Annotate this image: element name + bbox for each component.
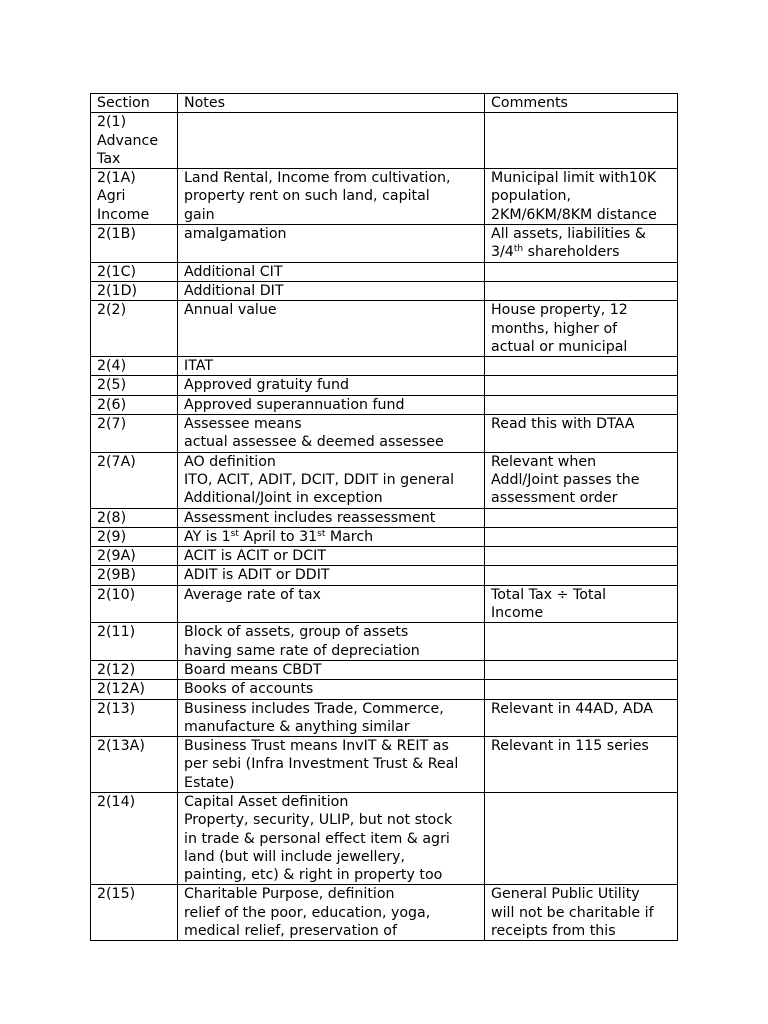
comments-line: Relevant when <box>491 453 597 470</box>
notes-cell <box>178 585 485 623</box>
comments-line: 3/4th shareholders <box>491 244 620 261</box>
notes-cell <box>178 792 485 884</box>
comments-cell <box>485 301 678 357</box>
section-line: 2(5) <box>97 377 127 394</box>
section-cell <box>91 357 178 376</box>
section-cell <box>91 395 178 414</box>
comments-cell <box>485 281 678 300</box>
notes-line: Business includes Trade, Commerce, <box>184 700 444 717</box>
table-row <box>91 225 678 263</box>
section-cell <box>91 547 178 566</box>
table-row <box>91 737 678 793</box>
table-row <box>91 113 678 169</box>
comments-cell <box>485 885 678 941</box>
table-row <box>91 566 678 585</box>
section-cell <box>91 452 178 508</box>
notes-cell <box>178 623 485 661</box>
notes-line: Additional/Joint in exception <box>184 490 383 507</box>
comments-line: All assets, liabilities & <box>491 226 646 243</box>
table-row <box>91 623 678 661</box>
comments-line: population, <box>491 188 572 205</box>
section-line: Income <box>97 206 150 223</box>
notes-cell <box>178 301 485 357</box>
notes-line: Property, security, ULIP, but not stock <box>184 812 453 829</box>
notes-line: Books of accounts <box>184 681 314 698</box>
section-cell <box>91 527 178 546</box>
notes-line: gain <box>184 206 215 223</box>
notes-line: Assessee means <box>184 416 302 433</box>
notes-line: Board means CBDT <box>184 661 322 678</box>
section-line: 2(7A) <box>97 453 136 470</box>
table-row <box>91 395 678 414</box>
notes-cell <box>178 699 485 737</box>
section-cell <box>91 262 178 281</box>
comments-cell <box>485 113 678 169</box>
section-cell <box>91 792 178 884</box>
comments-line: Total Tax ÷ Total <box>491 586 607 603</box>
section-cell <box>91 885 178 941</box>
comments-line: months, higher of <box>491 320 618 337</box>
comments-cell <box>485 585 678 623</box>
notes-cell <box>178 113 485 169</box>
section-line: 2(9A) <box>97 548 136 565</box>
section-line: 2(1C) <box>97 263 137 280</box>
notes-cell <box>178 547 485 566</box>
comments-line: Relevant in 115 series <box>491 738 649 755</box>
section-cell <box>91 737 178 793</box>
notes-line: manufacture & anything similar <box>184 718 410 735</box>
notes-cell <box>178 737 485 793</box>
notes-cell <box>178 660 485 679</box>
table-row <box>91 169 678 225</box>
notes-cell <box>178 357 485 376</box>
table-row <box>91 415 678 453</box>
comments-cell <box>485 792 678 884</box>
notes-line: in trade & personal effect item & agri <box>184 830 450 847</box>
comments-line: Addl/Joint passes the <box>491 471 640 488</box>
table-row <box>91 699 678 737</box>
header-section: Section <box>91 94 178 113</box>
table-row <box>91 585 678 623</box>
comments-line: receipts from this <box>491 923 616 940</box>
notes-line: painting, etc) & right in property too <box>184 867 443 884</box>
notes-line: Business Trust means InvIT & REIT as <box>184 738 449 755</box>
comments-line: 2KM/6KM/8KM distance <box>491 206 657 223</box>
notes-cell <box>178 376 485 395</box>
section-line: 2(1B) <box>97 226 136 243</box>
section-line: 2(1A) <box>97 170 136 187</box>
notes-line: medical relief, preservation of <box>184 923 397 940</box>
comments-line: actual or municipal <box>491 338 628 355</box>
comments-cell <box>485 680 678 699</box>
notes-line: Additional CIT <box>184 263 283 280</box>
notes-cell <box>178 262 485 281</box>
table-row <box>91 680 678 699</box>
notes-cell <box>178 169 485 225</box>
section-line: 2(13) <box>97 700 136 717</box>
notes-line: Assessment includes reassessment <box>184 509 436 526</box>
notes-cell <box>178 225 485 263</box>
comments-cell <box>485 547 678 566</box>
notes-line: Annual value <box>184 302 277 319</box>
comments-line: Municipal limit with10K <box>491 170 657 187</box>
section-cell <box>91 623 178 661</box>
section-cell <box>91 415 178 453</box>
comments-cell <box>485 415 678 453</box>
section-line: 2(11) <box>97 624 136 641</box>
section-line: 2(15) <box>97 886 136 903</box>
comments-cell <box>485 376 678 395</box>
section-line: Advance <box>97 132 159 149</box>
table-row <box>91 508 678 527</box>
table-row <box>91 452 678 508</box>
section-line: 2(7) <box>97 416 127 433</box>
section-cell <box>91 585 178 623</box>
notes-line: Additional DIT <box>184 282 284 299</box>
section-cell <box>91 113 178 169</box>
table-header-row <box>91 94 678 113</box>
section-cell <box>91 225 178 263</box>
comments-cell <box>485 623 678 661</box>
notes-line: ITAT <box>184 358 214 375</box>
notes-line: land (but will include jewellery, <box>184 848 405 865</box>
table-row <box>91 357 678 376</box>
header-notes: Notes <box>178 94 485 113</box>
comments-line: Relevant in 44AD, ADA <box>491 700 654 717</box>
notes-cell <box>178 527 485 546</box>
notes-cell <box>178 508 485 527</box>
table-row <box>91 262 678 281</box>
section-line: 2(12A) <box>97 681 145 698</box>
notes-line: amalgamation <box>184 226 287 243</box>
notes-line: AO definition <box>184 453 276 470</box>
comments-cell <box>485 225 678 263</box>
notes-line: actual assessee & deemed assessee <box>184 434 444 451</box>
notes-line: per sebi (Infra Investment Trust & Real <box>184 756 459 773</box>
section-cell <box>91 169 178 225</box>
table-row <box>91 301 678 357</box>
notes-line: Block of assets, group of assets <box>184 624 409 641</box>
comments-cell <box>485 566 678 585</box>
comments-line: General Public Utility <box>491 886 640 903</box>
section-cell <box>91 566 178 585</box>
comments-cell <box>485 262 678 281</box>
section-cell <box>91 301 178 357</box>
comments-cell <box>485 737 678 793</box>
notes-line: ADIT is ADIT or DDIT <box>184 567 330 584</box>
section-line: 2(13A) <box>97 738 145 755</box>
comments-cell <box>485 508 678 527</box>
notes-line: Charitable Purpose, definition <box>184 886 395 903</box>
section-cell <box>91 680 178 699</box>
table-body <box>91 113 678 941</box>
notes-line: Estate) <box>184 774 235 791</box>
comments-cell <box>485 527 678 546</box>
notes-line: property rent on such land, capital <box>184 188 430 205</box>
section-line: 2(1) <box>97 114 127 131</box>
notes-cell <box>178 452 485 508</box>
notes-line: AY is 1st April to 31st March <box>184 528 374 545</box>
section-line: Agri <box>97 188 126 205</box>
notes-cell <box>178 680 485 699</box>
section-cell <box>91 508 178 527</box>
notes-line: ACIT is ACIT or DCIT <box>184 548 326 565</box>
notes-cell <box>178 566 485 585</box>
comments-cell <box>485 452 678 508</box>
notes-line: Land Rental, Income from cultivation, <box>184 170 451 187</box>
notes-line: Approved gratuity fund <box>184 377 350 394</box>
section-line: Tax <box>97 150 121 167</box>
table-row <box>91 527 678 546</box>
comments-line: will not be charitable if <box>491 904 654 921</box>
comments-cell <box>485 660 678 679</box>
notes-line: Capital Asset definition <box>184 793 349 810</box>
header-comments: Comments <box>485 94 678 113</box>
comments-cell <box>485 395 678 414</box>
table-row <box>91 885 678 941</box>
section-cell <box>91 699 178 737</box>
notes-line: having same rate of depreciation <box>184 642 420 659</box>
section-line: 2(12) <box>97 661 136 678</box>
table-row <box>91 792 678 884</box>
section-line: 2(9B) <box>97 567 136 584</box>
comments-line: Read this with DTAA <box>491 416 635 433</box>
notes-line: relief of the poor, education, yoga, <box>184 904 431 921</box>
table-row <box>91 281 678 300</box>
section-cell <box>91 376 178 395</box>
section-line: 2(1D) <box>97 282 138 299</box>
section-line: 2(10) <box>97 586 136 603</box>
section-line: 2(2) <box>97 302 127 319</box>
notes-line: Approved superannuation fund <box>184 396 405 413</box>
notes-line: Average rate of tax <box>184 586 321 603</box>
notes-cell <box>178 415 485 453</box>
table-row <box>91 376 678 395</box>
comments-cell <box>485 357 678 376</box>
table-row <box>91 547 678 566</box>
section-line: 2(8) <box>97 509 127 526</box>
comments-line: assessment order <box>491 490 618 507</box>
sections-table <box>90 93 678 941</box>
notes-cell <box>178 885 485 941</box>
comments-cell <box>485 699 678 737</box>
comments-line: House property, 12 <box>491 302 628 319</box>
comments-cell <box>485 169 678 225</box>
section-line: 2(4) <box>97 358 127 375</box>
comments-line: Income <box>491 605 544 622</box>
notes-cell <box>178 281 485 300</box>
section-line: 2(14) <box>97 793 136 810</box>
section-line: 2(9) <box>97 528 127 545</box>
notes-line: ITO, ACIT, ADIT, DCIT, DDIT in general <box>184 471 455 488</box>
notes-cell <box>178 395 485 414</box>
section-line: 2(6) <box>97 396 127 413</box>
section-cell <box>91 281 178 300</box>
table-row <box>91 660 678 679</box>
section-cell <box>91 660 178 679</box>
